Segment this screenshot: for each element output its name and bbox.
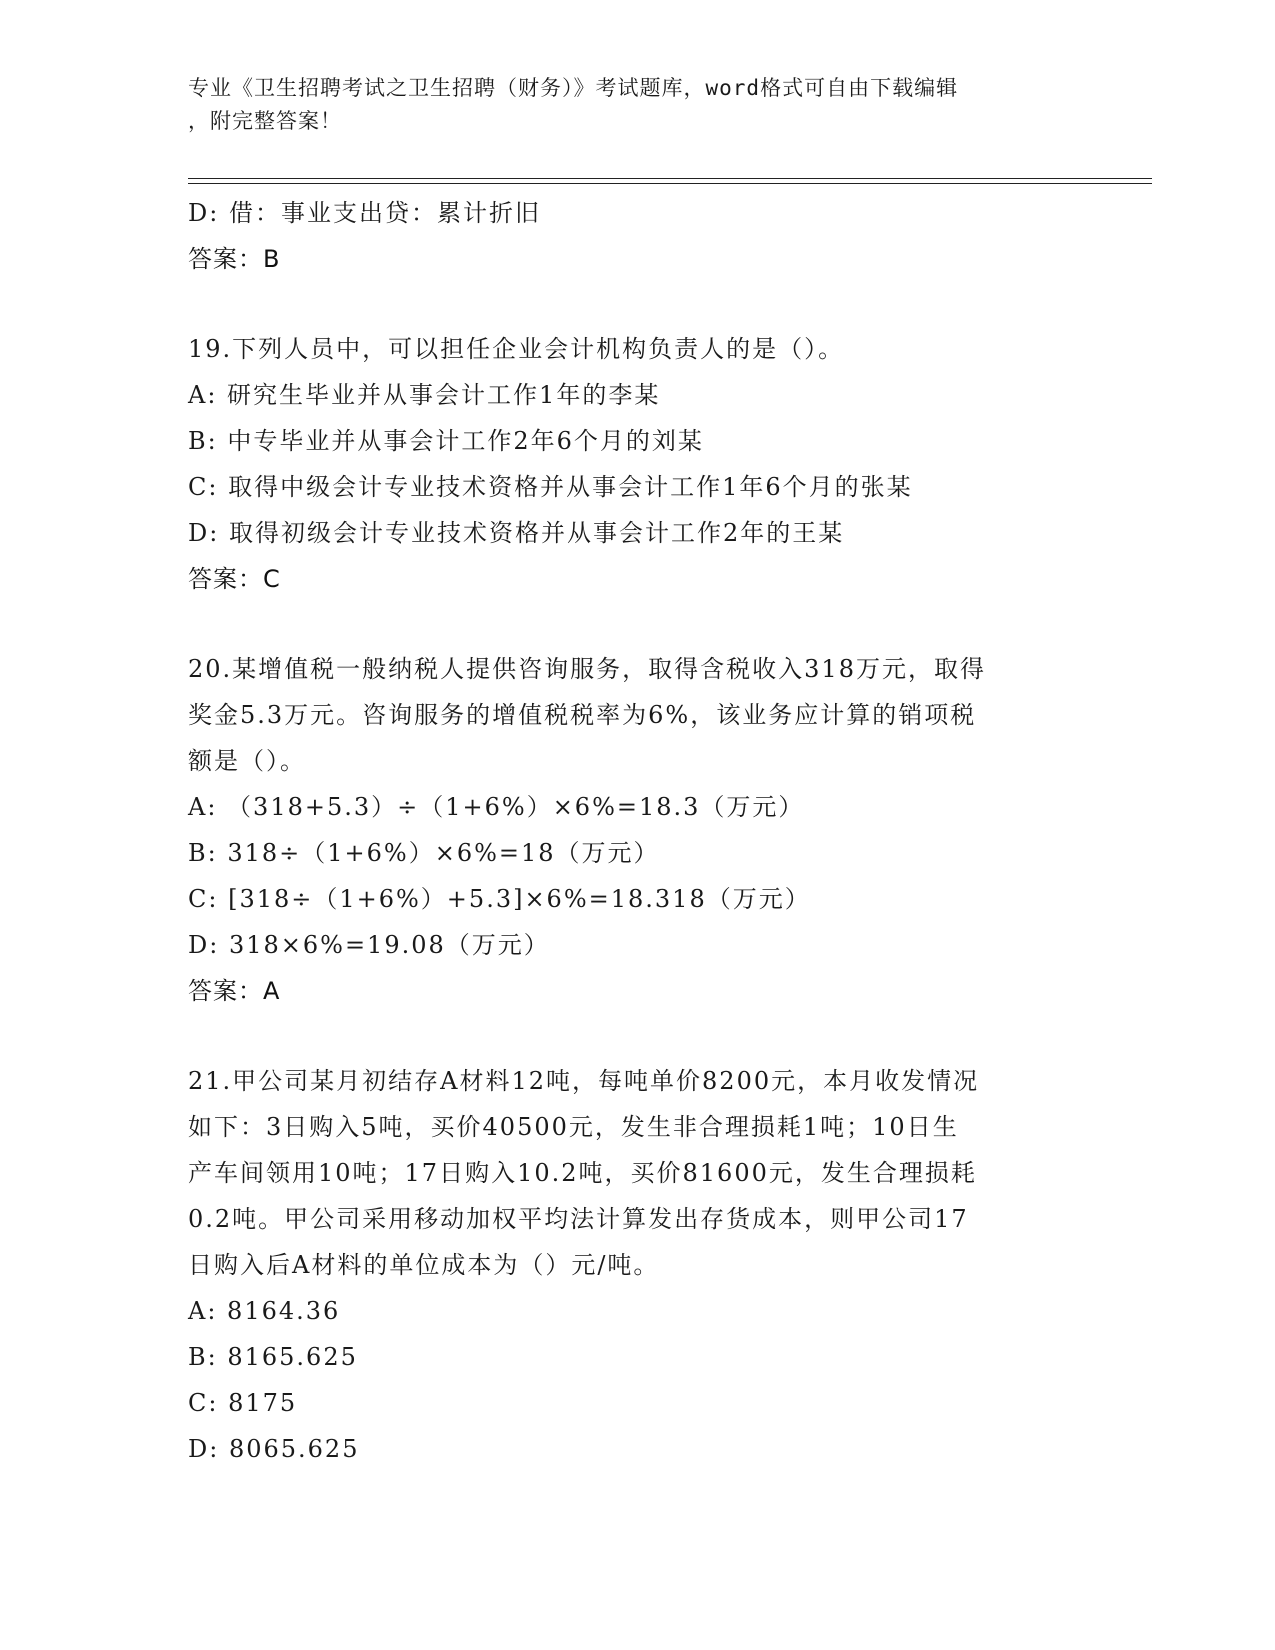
q21-stem-line: 0.2吨。甲公司采用移动加权平均法计算发出存货成本，则甲公司17	[188, 1205, 969, 1233]
q18-option-d: D: 借：事业支出贷：累计折旧	[188, 199, 541, 227]
question-18	[188, 190, 1078, 282]
header-divider-top	[188, 178, 1152, 179]
q19-option-b: B: 中专毕业并从事会计工作2年6个月的刘某	[188, 427, 704, 455]
q21-option-a: A: 8164.36	[188, 1297, 341, 1325]
q21-option-c: C: 8175	[188, 1389, 298, 1417]
question-list	[188, 190, 1078, 1472]
document-header	[188, 72, 1088, 138]
question-19	[188, 326, 1078, 602]
header-divider-bottom	[188, 183, 1152, 184]
header-line-2: ，附完整答案！	[188, 109, 342, 133]
q19-option-a: A: 研究生毕业并从事会计工作1年的李某	[188, 381, 661, 409]
question-21	[188, 1058, 1078, 1472]
q21-option-b: B: 8165.625	[188, 1343, 358, 1371]
q21-stem-line: 如下：3日购入5吨，买价40500元，发生非合理损耗1吨；10日生	[188, 1113, 959, 1141]
q20-stem-line: 额是（）。	[188, 747, 306, 775]
q20-option-c: C: [318÷（1+6%）+5.3]×6%=18.318（万元）	[188, 885, 811, 913]
q21-stem-line: 21.甲公司某月初结存A材料12吨，每吨单价8200元，本月收发情况	[188, 1067, 980, 1095]
q19-stem: 19.下列人员中，可以担任企业会计机构负责人的是（）。	[188, 335, 845, 363]
q19-answer: 答案：C	[188, 565, 281, 593]
q20-stem-line: 奖金5.3万元。咨询服务的增值税税率为6%，该业务应计算的销项税	[188, 701, 977, 729]
header-line-1: 专业《卫生招聘考试之卫生招聘（财务）》考试题库，word格式可自由下载编辑	[188, 76, 959, 100]
q20-option-a: A: （318+5.3）÷（1+6%）×6%=18.3（万元）	[188, 793, 805, 821]
q19-option-d: D: 取得初级会计专业技术资格并从事会计工作2年的王某	[188, 519, 845, 547]
q19-option-c: C: 取得中级会计专业技术资格并从事会计工作1年6个月的张某	[188, 473, 913, 501]
q21-stem-line: 日购入后A材料的单位成本为（）元/吨。	[188, 1251, 660, 1279]
q20-option-b: B: 318÷（1+6%）×6%=18（万元）	[188, 839, 660, 867]
question-20	[188, 646, 1078, 1014]
q20-option-d: D: 318×6%=19.08（万元）	[188, 931, 550, 959]
q18-answer: 答案：B	[188, 245, 281, 273]
q20-answer: 答案：A	[188, 977, 281, 1005]
q20-stem-line: 20.某增值税一般纳税人提供咨询服务，取得含税收入318万元，取得	[188, 655, 986, 683]
q21-stem-line: 产车间领用10吨；17日购入10.2吨，买价81600元，发生合理损耗	[188, 1159, 977, 1187]
q21-option-d: D: 8065.625	[188, 1435, 360, 1463]
